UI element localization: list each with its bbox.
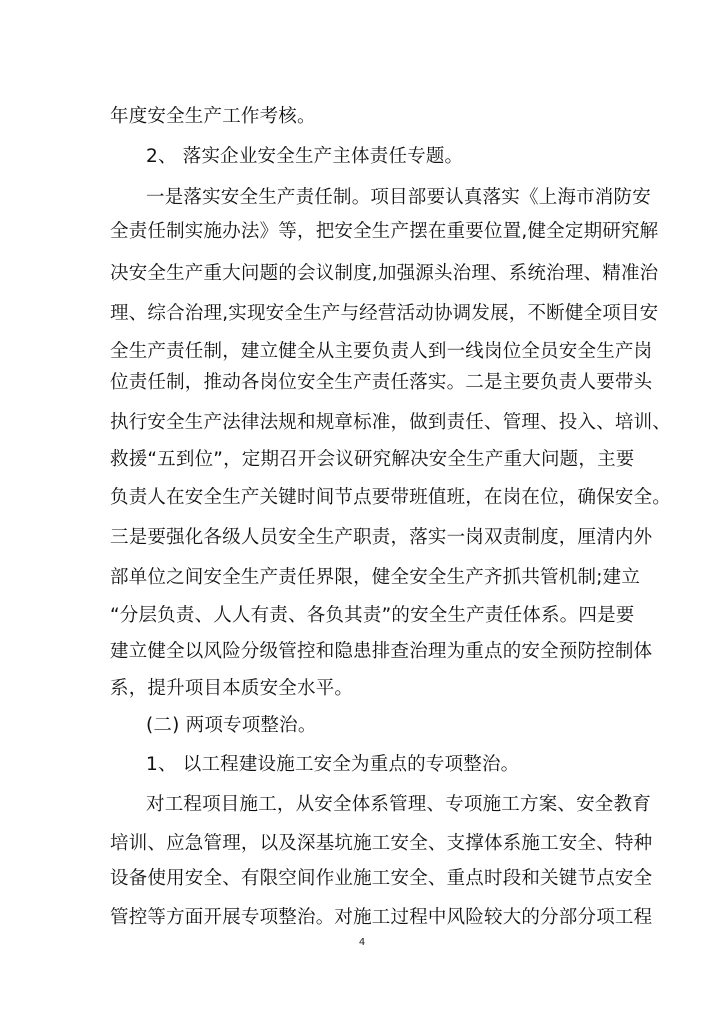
section-heading-line: (二) 两项专项整治。 — [146, 715, 317, 736]
body-text-line: 负责人在安全生产关键时间节点要带班值班，在岗在位，确保安全。 — [110, 487, 672, 508]
body-text-line: 设备使用安全、有限空间作业施工安全、重点时段和关键节点安全 — [110, 868, 653, 889]
body-text-line: 全责任制实施办法》等，把安全生产摆在重要位置,健全定期研究解 — [110, 221, 659, 242]
body-text-line: 全生产责任制，建立健全从主要负责人到一线岗位全员安全生产岗 — [110, 341, 653, 362]
body-text-line: 部单位之间安全生产责任界限，健全安全生产齐抓共管机制;建立 — [110, 567, 641, 588]
body-text-line: 年度安全生产工作考核。 — [110, 106, 316, 127]
body-text-line: 对工程项目施工，从安全体系管理、专项施工方案、安全教育 — [146, 794, 651, 815]
body-text-line: 培训、应急管理，以及深基坑施工安全、支撑体系施工安全、特种 — [110, 833, 653, 854]
page-number: 4 — [358, 937, 366, 948]
body-text-line: 三是要强化各级人员安全生产职责，落实一岗双责制度，厘清内外 — [110, 527, 653, 548]
body-text-line: 管控等方面开展专项整治。对施工过程中风险较大的分部分项工程 — [110, 907, 653, 928]
body-text-line: 系，提升项目本质安全水平。 — [110, 678, 354, 699]
body-text-line: 一是落实安全生产责任制。项目部要认真落实《上海市消防安 — [146, 187, 651, 208]
body-text-line: 位责任制，推动各岗位安全生产责任落实。二是主要负责人要带头 — [110, 372, 653, 393]
body-text-line: 执行安全生产法律法规和规章标准，做到责任、管理、投入、培训、 — [110, 412, 672, 433]
body-text-line: 救援“五到位”，定期召开会议研究解决安全生产重大问题，主要 — [110, 449, 635, 470]
body-text-line: 建立健全以风险分级管控和隐患排查治理为重点的安全预防控制体 — [110, 641, 653, 662]
section-heading-line: 2、 落实企业安全生产主体责任专题。 — [146, 146, 464, 167]
body-text-line: 决安全生产重大问题的会议制度,加强源头治理、系统治理、精准治 — [110, 263, 659, 284]
body-text-line: 理、综合治理,实现安全生产与经营活动协调发展，不断健全项目安 — [110, 303, 659, 324]
body-text-line: “分层负责、人人有责、各负其责”的安全生产责任体系。四是要 — [110, 605, 635, 626]
section-heading-line: 1、 以工程建设施工安全为重点的专项整治。 — [146, 754, 520, 775]
